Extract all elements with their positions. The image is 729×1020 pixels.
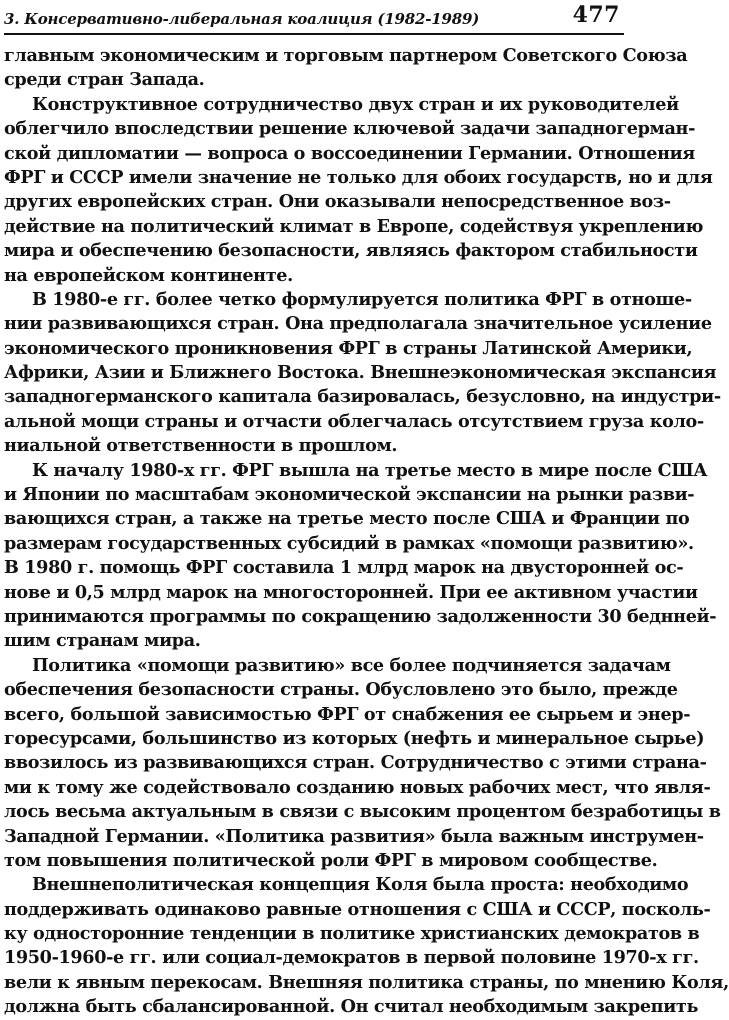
text-line: ФРГ и СССР имели значение не только для обоих государств, но и для	[4, 166, 713, 188]
text-line: мира и обеспечению безопасности, являясь фактором стабильности	[4, 240, 698, 262]
text-line: на европейском континенте.	[4, 264, 293, 286]
text-line: Африки, Азии и Ближнего Востока. Внешнеэкономическая экспансия	[4, 362, 717, 384]
text-line: ми к тому же содействовало созданию новых рабочих мест, что явля-	[4, 776, 711, 798]
paragraph	[4, 873, 729, 1019]
text-line: ввозилось из развивающихся стран. Сотрудничество с этими страна-	[4, 752, 707, 774]
page-number: 477	[572, 2, 620, 28]
text-line: Конструктивное сотрудничество двух стран и их руководителей	[32, 93, 679, 115]
header-rule	[4, 33, 624, 35]
text-line: среди стран Запада.	[4, 69, 205, 91]
text-line: действие на политический климат в Европе, содействуя укреплению	[4, 215, 704, 237]
paragraph	[4, 44, 688, 93]
text-line: других европейских стран. Они оказывали непосредственное воз-	[4, 191, 671, 213]
text-line: поддерживать одинаково равные отношения с США и СССР, посколь-	[4, 898, 711, 920]
text-line: В 1980-е гг. более четко формулируется политика ФРГ в отноше-	[32, 288, 692, 310]
text-line: должна быть сбалансированной. Он считал необходимым закрепить	[4, 996, 699, 1018]
text-line: В 1980 г. помощь ФРГ составила 1 млрд марок на двусторонней ос-	[4, 557, 684, 579]
text-line: всего, большой зависимостью ФРГ от снабжения ее сырьем и энер-	[4, 703, 691, 725]
text-line: вели к явным перекосам. Внешняя политика страны, по мнению Коля,	[4, 971, 729, 993]
text-line: ку односторонние тенденции в политике христианских демократов в	[4, 923, 700, 945]
text-line: и Японии по масштабам экономической экспансии на рынки разви-	[4, 484, 695, 506]
text-line: нии развивающихся стран. Она предполагала значительное усиление	[4, 313, 712, 335]
text-line: принимаются программы по сокращению задолженности 30 беднней-	[4, 605, 717, 627]
paragraph	[4, 93, 713, 288]
paragraph	[4, 459, 717, 654]
text-line: западногерманского капитала базировалась, безусловно, на индустри-	[4, 386, 721, 408]
text-line: Внешнеполитическая концепция Коля была проста: необходимо	[32, 874, 689, 896]
text-line: вающихся стран, а также на третье место после США и Франции по	[4, 508, 690, 530]
text-line: обеспечения безопасности страны. Обусловлено это было, прежде	[4, 679, 678, 701]
text-line: 1950-1960-е гг. или социал-демократов в первой половине 1970-х гг.	[4, 947, 699, 969]
text-line: экономического проникновения ФРГ в страны Латинской Америки,	[4, 337, 693, 359]
text-line: главным экономическим и торговым партнером Советского Союза	[4, 45, 688, 66]
text-line: том повышения политической роли ФРГ в мировом сообществе.	[4, 849, 658, 871]
text-line: облегчило впоследствии решение ключевой задачи западногерман-	[4, 118, 696, 140]
running-head	[4, 0, 624, 40]
text-line: шим странам мира.	[4, 630, 201, 652]
paragraph	[4, 288, 721, 459]
text-line: Политика «помощи развитию» все более подчиняется задачам	[32, 654, 671, 676]
paragraph	[4, 654, 721, 874]
text-line: альной мощи страны и отчасти облегчалась отсутствием груза коло-	[4, 410, 704, 432]
section-title: 3. Консервативно-либеральная коалиция (1982-1989)	[4, 10, 480, 28]
text-line: нове и 0,5 млрд марок на многосторонней. При ее активном участии	[4, 581, 698, 603]
body-text	[4, 44, 729, 1020]
text-line: горесурсами, большинство из которых (нефть и минеральное сырье)	[4, 727, 705, 749]
text-line: Западной Германии. «Политика развития» была важным инструмен-	[4, 825, 704, 847]
text-line: лось весьма актуальным в связи с высоким процентом безработицы в	[4, 801, 721, 823]
text-line: размерам государственных субсидий в рамках «помощи развитию».	[4, 532, 694, 554]
text-line: ниальной ответственности в прошлом.	[4, 435, 398, 457]
text-line: ской дипломатии — вопроса о воссоединении Германии. Отношения	[4, 142, 695, 164]
text-line: К началу 1980-х гг. ФРГ вышла на третье место в мире после США	[32, 459, 708, 481]
